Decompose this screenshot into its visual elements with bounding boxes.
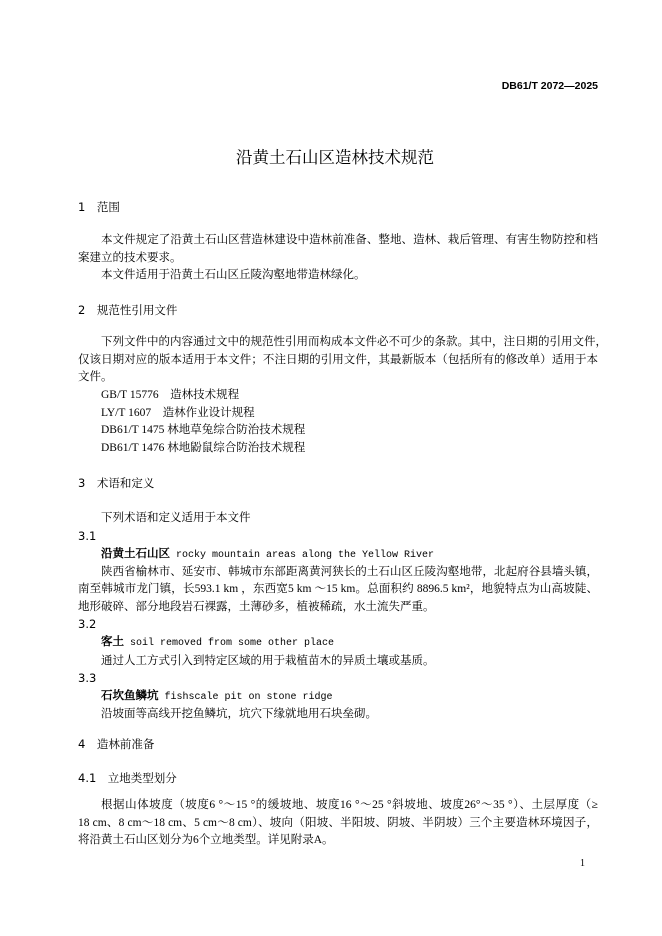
paragraph-line: 本文件适用于沿黄土石山区丘陵沟壑地带造林绿化。 bbox=[101, 269, 366, 282]
paragraph-line: 下列文件中的内容通过文中的规范性引用而构成本文件必不可少的条款。其中，注日期的引用文件， bbox=[101, 336, 607, 349]
paragraph-line: 本文件规定了沿黄土石山区营造林建设中造林前准备、整地、造林、栽后管理、有害生物防控和档 bbox=[101, 234, 598, 247]
term-name-en: fishscale pit on stone ridge bbox=[164, 692, 333, 704]
section-number: 2 bbox=[78, 302, 86, 317]
reference-item: LY/T 1607 造林作业设计规程 bbox=[101, 406, 255, 419]
section-title: 造林前准备 bbox=[96, 736, 155, 751]
section-3-heading bbox=[78, 475, 598, 492]
term-name-zh: 客土 bbox=[101, 634, 124, 649]
subsection-number: 4.1 bbox=[78, 770, 97, 785]
subsection-4-1-body bbox=[78, 797, 598, 850]
section-title: 术语和定义 bbox=[96, 475, 155, 490]
paragraph-line: 根据山体坡度（坡度6 °～15 °的缓坡地、坡度16 °～25 °斜坡地、坡度26°～35 °）、土层厚度（≥ bbox=[101, 799, 598, 812]
section-title: 规范性引用文件 bbox=[96, 302, 178, 317]
definition-line: 陕西省榆林市、延安市、韩城市东部距离黄河狭长的土石山区丘陵沟壑地带，北起府谷县墙头镇， bbox=[101, 566, 598, 579]
paragraph-line: 下列术语和定义适用于本文件 bbox=[101, 512, 251, 525]
definition-line: 沿坡面等高线开挖鱼鳞坑，坑穴下缘就地用石块垒砌。 bbox=[101, 708, 377, 721]
paragraph-line: 仅该日期对应的版本适用于本文件；不注日期的引用文件，其最新版本（包括所有的修改单）适用于本 bbox=[78, 353, 598, 366]
paragraph-line: 文件。 bbox=[78, 371, 113, 384]
reference-item: DB61/T 1476 林地鼢鼠综合防治技术规程 bbox=[101, 441, 306, 454]
definition-line: 南至韩城市龙门镇，长593.1 km ，东西宽5 km ～15 km。总面积约 8896.5 km²，地貌特点为山高坡陡、 bbox=[78, 583, 598, 596]
section-1-heading bbox=[78, 199, 598, 216]
section-1-body bbox=[78, 232, 598, 284]
page-number: 1 bbox=[580, 858, 585, 869]
reference-item: GB/T 15776 造林技术规程 bbox=[101, 388, 240, 401]
term-number: 3.1 bbox=[78, 528, 97, 543]
term-number: 3.2 bbox=[78, 616, 97, 631]
term-heading bbox=[78, 545, 598, 564]
section-3-body bbox=[78, 510, 598, 723]
paragraph-line: 案建立的技术要求。 bbox=[78, 251, 182, 264]
term-name-en: rocky mountain areas along the Yellow River bbox=[176, 549, 435, 561]
subsection-title: 立地类型划分 bbox=[107, 770, 177, 785]
paragraph-line: 18 cm、8 cm～18 cm、5 cm～8 cm）、坡向（阳坡、半阳坡、阴坡、半阴坡）三个主要造林环境因子， bbox=[78, 816, 598, 829]
section-title: 范围 bbox=[96, 199, 120, 214]
section-number: 4 bbox=[78, 736, 86, 751]
definition-line: 地形破碎、部分地段岩石裸露，土薄砂多，植被稀疏，水土流失严重。 bbox=[78, 600, 435, 613]
term-name-zh: 沿黄土石山区 bbox=[101, 545, 170, 560]
paragraph-line: 将沿黄土石山区划分为6个立地类型。详见附录A。 bbox=[78, 834, 334, 847]
section-number: 3 bbox=[78, 475, 86, 490]
section-number: 1 bbox=[78, 199, 86, 214]
document-title: 沿黄土石山区造林技术规范 bbox=[236, 148, 434, 167]
standard-code: DB61/T 2072—2025 bbox=[501, 80, 598, 92]
reference-item: DB61/T 1475 林地草兔综合防治技术规程 bbox=[101, 424, 306, 437]
term-number: 3.3 bbox=[78, 670, 97, 685]
term-entry bbox=[78, 528, 598, 616]
term-heading bbox=[78, 633, 598, 652]
section-2-body bbox=[78, 334, 607, 457]
definition-line: 通过人工方式引入到特定区域的用于栽植苗木的异质土壤或基质。 bbox=[101, 654, 435, 667]
term-name-zh: 石坎鱼鳞坑 bbox=[101, 688, 159, 703]
term-name-en: soil removed from some other place bbox=[130, 638, 335, 650]
section-2-heading bbox=[78, 302, 598, 319]
term-entry bbox=[78, 616, 598, 670]
section-4-heading bbox=[78, 736, 598, 753]
term-entry bbox=[78, 670, 598, 724]
subsection-4-1-heading bbox=[78, 770, 598, 787]
term-heading bbox=[78, 687, 598, 706]
